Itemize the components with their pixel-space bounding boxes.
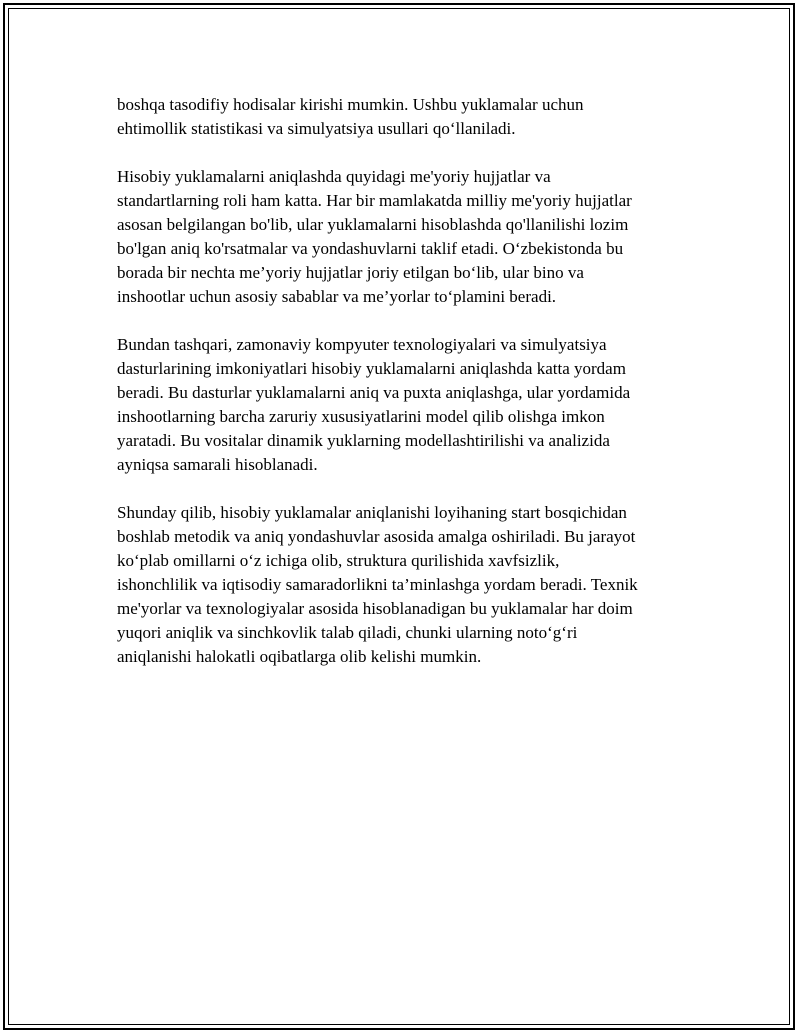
- paragraph-4: Shunday qilib, hisobiy yuklamalar aniqlanishi loyihaning start bosqichidan boshlab metodik va aniq yondashuvlar asosida amalga oshiriladi. Bu jarayot ko‘plab omillarni o‘z ichiga olib, struktura qurilishida xavfsizlik, ishonchlilik va iqtisodiy samaradorlikni ta’minlashga yordam beradi. Texnik me'yorlar va texnologiyalar asosida hisoblanadigan bu yuklamalar har doim yuqori aniqlik va sinchkovlik talab qiladi, chunki ularning noto‘g‘ri aniqlanishi halokatli oqibatlarga olib kelishi mumkin.: [117, 503, 638, 666]
- paragraph-2: Hisobiy yuklamalarni aniqlashda quyidagi me'yoriy hujjatlar va standartlarning roli ham katta. Har bir mamlakatda milliy me'yoriy hujjatlar asosan belgilangan bo'lib, ular yuklamalarni hisoblashda qo'llanilishi lozim bo'lgan aniq ko'rsatmalar va yondashuvlarni taklif etadi. O‘zbekistonda bu borada bir nechta me’yoriy hujjatlar joriy etilgan bo‘lib, ular bino va inshootlar uchun asosiy sabablar va me’yorlar to‘plamini beradi.: [117, 167, 632, 306]
- document-body: [117, 93, 677, 693]
- paragraph-1: boshqa tasodifiy hodisalar kirishi mumkin. Ushbu yuklamalar uchun ehtimollik statistikasi va simulyatsiya usullari qo‘llaniladi.: [117, 95, 584, 138]
- paragraph-3: Bundan tashqari, zamonaviy kompyuter texnologiyalari va simulyatsiya dasturlarining imkoniyatlari hisobiy yuklamalarni aniqlashda katta yordam beradi. Bu dasturlar yuklamalarni aniq va puxta aniqlashga, ular yordamida inshootlarning barcha zaruriy xususiyatlarini model qilib olishga imkon yaratadi. Bu vositalar dinamik yuklarning modellashtirilishi va analizida ayniqsa samarali hisoblanadi.: [117, 335, 631, 474]
